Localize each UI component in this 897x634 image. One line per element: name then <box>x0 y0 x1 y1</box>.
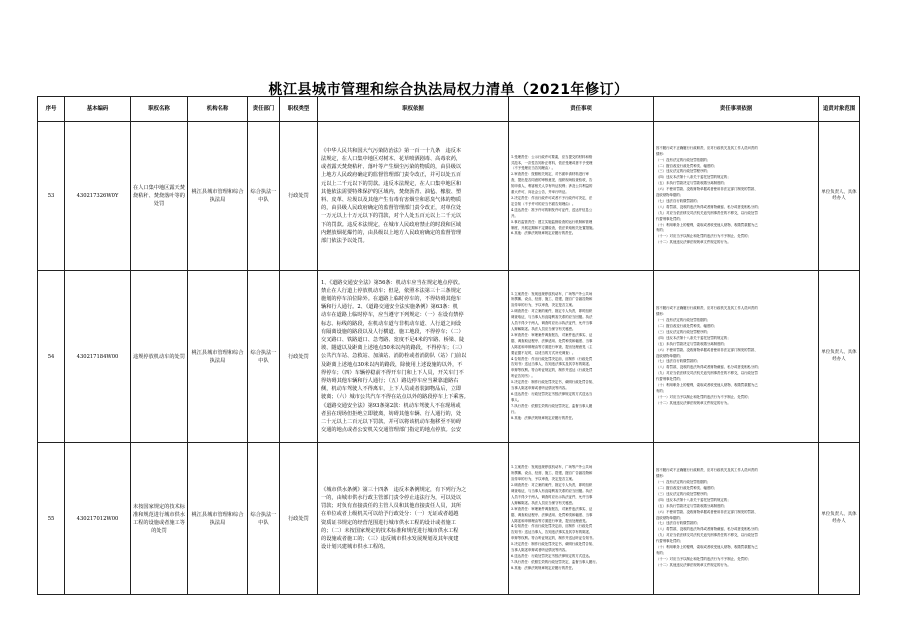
row-basis-line: 的，由县级人民政府确定的监督管理部门责令改正，对单位处 <box>321 205 462 212</box>
row-liability-line: 有的； <box>656 550 667 555</box>
row-basis-line: 罚款；对负有直接责任的主管人员和其他直接责任人员，其所 <box>321 503 462 510</box>
row-liability-line: 有的； <box>656 388 667 393</box>
row-duties-line: 1.受理责任：公示行政许可要素，应当提交的材料和格 <box>511 154 593 159</box>
row-basis-line: 辆和行人通行。2、《道路交通安全法实施条例》第63条：机 <box>321 304 458 311</box>
row-duties-line: 据、调查取证程序、法律适用、处罚种类和幅度、当事 <box>511 512 593 517</box>
row-duties-line: 3.审查责任：审理案件调查报告，对案件违法事实、证 <box>511 332 593 337</box>
row-basis-line: 料、皮革、垃圾以及其他产生有毒有害烟尘和恶臭气体的物质 <box>321 197 462 203</box>
row-basis-line: 标志、标线的路段，在机动车道与非机动车道、人行道之间设 <box>321 320 462 327</box>
row-basis-line: 交叉路口、铁路道口、急弯路、宽度不足4米的窄路、桥梁、陡 <box>321 336 465 343</box>
row-duties-line: （不予受理应当告知理由）。 <box>511 166 556 171</box>
row-duties-line: 所摆摊、设点、经营、施工、搭建，擅自广告悬挂物和 <box>511 471 593 476</box>
row-duties-line: 6.其他：法律法规规章规定应履行的责任。 <box>511 231 576 236</box>
row-duties-line: 当事人陈述申辩或者听证情况等内容。 <box>511 386 569 391</box>
row-duties-line: 人辩解陈述。执法人员应当保守有关秘密。 <box>511 500 576 505</box>
row-duties-line: 要证据不足时，以适当的方式补充调查）。 <box>511 350 576 355</box>
row-liability-line: （十二）其他违反法律法规规章文件规定的行为。 <box>656 400 731 405</box>
row-org: 桃江县城市管理和综合执法局 <box>188 271 248 443</box>
row-basis-line: 坡、隧道以及距离上述地点50米以内的路段，不得停车；（三） <box>321 345 466 352</box>
row-liability-line: （十一）对应当予以制止和处罚的违法行为不予制止、处罚的； <box>656 234 751 239</box>
table-row <box>38 443 860 595</box>
row-liability-line: （五）未执行罚款决定与罚款收缴分离制度的； <box>656 181 728 186</box>
row-duties-line: 申辩等权利。符合听证规定的，制作并送达听证告知书。 <box>511 536 596 541</box>
row-liability-line: （八）将罚款、没收的违法所得或者财物截留、私分或者变相私分的； <box>656 527 762 532</box>
row-liability <box>654 122 819 271</box>
row-liability-line: 代替刑事处罚的； <box>656 377 684 382</box>
row-duties-line: 定告知（不予许可的应当书面告知理由）。 <box>511 201 576 206</box>
row-basis-line: 1、《道路交通安全法》第56条：机动车应当在规定地点停放。 <box>321 279 464 286</box>
row-type: 行政处罚 <box>280 122 318 271</box>
row-duties-line: 2.审查责任：按照相关规定，对书面申请材料进行审 <box>511 172 589 177</box>
row-duties-line: 调查取证，与当事人有直接利害关系的应当回避。执法 <box>511 488 593 493</box>
row-org: 桃江县城市管理和综合执法局 <box>188 122 248 271</box>
row-liability-line: （三）违反法定的行政处罚程序的； <box>656 491 711 496</box>
header-code: 基本编码 <box>65 97 131 122</box>
row-liability-line: （九）对应当依法移交司法机关追究刑事责任的不移交，以行政处罚 <box>656 533 758 538</box>
header-scope: 追责对象范围 <box>819 97 860 122</box>
row-duties-line: 6.送达责任：行政处罚决定书按法律规定的方式送达当 <box>511 391 593 396</box>
row-power-name: 违规停放机动车的处罚 <box>131 271 188 443</box>
row-liability-line: 情形： <box>656 474 667 479</box>
row-scope: 单位负责人、具体经办人 <box>819 122 860 271</box>
row-duties-line: 5.决定责任：制作行政处罚决定书，载明行政处罚告知、 <box>511 542 596 547</box>
row-liability-line: （十二）其他违反法律法规规章文件规定的行为。 <box>656 240 731 245</box>
row-duties-line: 8.其他：法律法规规章规定应履行的责任。 <box>511 565 576 570</box>
row-power-name: 未按国家规定的技术标准和规范进行城市供水工程的设施或者施工等的处罚 <box>131 443 188 595</box>
row-liability-line: （八）将罚款、没收的违法所得或者财物截留、私分或者变相私分的； <box>656 204 762 209</box>
row-liability-line: 没收财物单据的； <box>656 353 684 358</box>
header-type: 职权类型 <box>280 97 318 122</box>
row-duties-line: 4.告知责任：作出行政处罚决定前，应制作《行政处罚 <box>511 356 593 361</box>
row-basis-line: 法规定，在人口集中地区对树木、花草喷洒剧毒、高毒农药， <box>321 155 462 162</box>
row-basis-line: 的设施或者施工的；（三）违反城市供水发展规划及其年度建 <box>321 535 459 542</box>
row-duties-line: 4.告知责任：作出行政处罚决定前，应制作《行政处罚 <box>511 524 593 529</box>
row-liability-line: 有的； <box>656 228 667 233</box>
row-liability-line: （五）未执行罚款决定与罚款收缴分离制度的； <box>656 341 728 346</box>
row-org: 桃江县城市管理和综合执法局 <box>188 443 248 595</box>
row-duties-line: 知申请人、利害相关人享有听证权利；涉及公共利益的 <box>511 184 593 189</box>
row-liability-line: （九）对应当依法移交司法机关追究刑事责任的不移交，以行政处罚 <box>656 371 758 376</box>
row-duties-line: 人员不得少于两人，调查时应出示执法证件，允许当事 <box>511 494 593 499</box>
row-liability-line: （九）对应当依法移交司法机关追究刑事责任的不移交，以行政处罚 <box>656 210 758 215</box>
row-duties-line: 事人。 <box>511 397 522 402</box>
row-basis-line: 有隔离设施的路段以及人行横道、施工地段，不得停车；（二） <box>321 328 464 335</box>
row-liability-line: （三）违反法定的行政处罚程序的； <box>656 169 711 174</box>
row-dept: 综合执法一中队 <box>248 122 280 271</box>
row-liability-line: （三）违反法定的行政处罚程序的； <box>656 329 711 334</box>
row-basis-line: 交通的地点或者公安机关交通管理部门指定的地点停放。公安 <box>321 427 462 434</box>
power-list-table <box>37 96 860 595</box>
row-liability-line: （二）擅自改变行政处罚种类、幅度的； <box>656 163 718 168</box>
row-dept: 综合执法一中队 <box>248 271 280 443</box>
row-basis-line: 二十元以上二百元以下罚款，并可以将该机动车拖移至不妨碍 <box>321 419 462 426</box>
row-duties-line: 开。 <box>511 213 518 218</box>
row-basis-line: 资质证书规定的经营范围进行城市供水工程的设计或者施工 <box>321 519 456 526</box>
row-duties-line: 人辩解陈述。执法人员应当保守有关秘密。 <box>511 326 576 331</box>
row-duties-line: 据、调查取证程序、法律适用、处罚种类和幅度、当事 <box>511 338 593 343</box>
row-liability-line: （十）利用职务上的便利，索取或者收受他人财物、收缴罚款据为己 <box>656 383 758 388</box>
row-type: 行政处罚 <box>280 443 318 595</box>
row-liability <box>654 271 819 443</box>
row-liability-line: （十）利用职务上的便利，索取或者收受他人财物、收缴罚款据为己 <box>656 222 758 227</box>
row-duties-line: 调查取证，与当事人有直接利害关系的应当回避。执法 <box>511 315 593 320</box>
row-liability-line: （二）擅自改变行政处罚种类、幅度的； <box>656 486 718 491</box>
row-duties-line: 人员不得少于两人，调查时应出示执法证件，允许当事 <box>511 321 593 326</box>
header-org: 机构名称 <box>188 97 248 122</box>
row-duties-line: 7.执行责任：依照生效的行政处罚决定，监督当事人履 <box>511 403 593 408</box>
row-basis-line: 及距离上述地点30米以内的路段，除使用上述设施的以外，不 <box>321 361 463 368</box>
row-basis-line: 者虽在现场但拒绝立即驶离，妨碍其他车辆、行人通行的，处 <box>321 410 462 417</box>
row-basis-line: 动车在道路上临时停车，应当遵守下列规定：（一）在设有禁停 <box>321 312 464 319</box>
row-liability-line: （八）将罚款、没收的违法所得或者财物截留、私分或者变相私分的； <box>656 365 762 370</box>
row-liability-line: （一）没有法定的行政处罚依据的； <box>656 157 711 162</box>
row-duties <box>509 271 654 443</box>
row-duties-line: 告知书》送达当事人，告知违法事实及其享有的陈述、 <box>511 530 593 535</box>
row-basis <box>318 443 509 595</box>
row-basis-line: 《道路交通安全法》第93条第2款：机动车驾驶人不在现场或 <box>321 402 461 409</box>
header-dept: 责任部门 <box>248 97 280 122</box>
row-duties-line: 5.决定责任：制作行政处罚决定书，载明行政处罚告知、 <box>511 380 596 385</box>
header-duties: 责任事项 <box>509 97 654 122</box>
row-liability-line: （七）违法自行收缴罚款的； <box>656 198 701 203</box>
row-liability-line: （十一）对应当予以制止和处罚的违法行为不予制止、处罚的； <box>656 556 751 561</box>
row-number: 55 <box>38 443 65 595</box>
row-duties-line: 3.审查责任：审理案件调查报告，对案件违法事实、证 <box>511 506 593 511</box>
row-duties-line: 宣传单的行为，予以审查，决定是否立案。 <box>511 303 576 308</box>
table-row <box>38 271 860 443</box>
row-duties-line: 制度，开展定期和不定期检查，依法采取相关处置措施。 <box>511 225 596 230</box>
row-basis-line: 其他依法需要特殊保护的区域内，焚烧沥青、油毡、橡胶、塑 <box>321 188 462 195</box>
row-duties-line: 宣传单的行为，予以审查，决定是否立案。 <box>511 477 576 482</box>
row-liability-line: 没收财物单据的； <box>656 193 684 198</box>
row-basis-line: 侧，机动车驾驶人不得离车，上下人员或者装卸物品后，立即 <box>321 386 462 393</box>
row-code: 430217012W00 <box>65 443 131 595</box>
row-basis-line: 禁止在人行道上停放机动车；但是，依照本法第三十三条规定 <box>321 287 462 294</box>
row-duties-line: 4.送达责任：准予许可的制发许可证件，送达并信息公 <box>511 207 593 212</box>
row-power-name: 在人口集中地区露天焚烧秸秆、焚烧落叶等的处罚 <box>131 122 188 271</box>
row-duties-line: 查，提出是否同意的审核意见，组织现场检查验收，告 <box>511 178 593 183</box>
row-liability-line: 代替刑事处罚的； <box>656 216 684 221</box>
row-liability-line: （十）利用职务上的便利，索取或者收受他人财物、收缴罚款据为己 <box>656 545 758 550</box>
row-liability-line: 情形： <box>656 312 667 317</box>
row-duties-line: 8.其他：法律法规规章规定应履行的责任。 <box>511 415 576 420</box>
row-duties-line: 3.决定责任：作出行政许可或者不予行政许可决定，法 <box>511 196 593 200</box>
header-no: 序号 <box>38 97 65 122</box>
row-liability-line: （六）不使用罚款、没收财物单据或者使用非法定部门制发的罚款、 <box>656 509 758 514</box>
table-row <box>38 122 860 271</box>
row-liability-line: （四）违反本法第十八条关于委托处罚的规定的； <box>656 175 731 180</box>
row-liability-line: （四）违反本法第十八条关于委托处罚的规定的； <box>656 335 731 340</box>
row-liability-line: （二）擅自改变行政处罚种类、幅度的； <box>656 324 718 329</box>
row-number: 53 <box>38 122 65 271</box>
row-basis-line: 得停车；（四）车辆停稳前不得开车门和上下人员，开关车门不 <box>321 369 464 376</box>
row-duties-line: 式范本，一次性告知补正材料，依法受理或者不予受理 <box>511 160 593 165</box>
row-liability-line: （七）违法自行收缴罚款的； <box>656 521 701 526</box>
row-duties-line: 申辩等权利。符合听证规定的，制作并送达《行政处罚 <box>511 368 593 373</box>
row-number: 54 <box>38 271 65 443</box>
header-liability: 责任事项依据 <box>654 97 819 122</box>
row-liability-line: 因不履行或不正确履行行政职责，应对行政机关及其工作人员问责的 <box>656 306 758 311</box>
row-duties-line: 告知书》送达当事人，告知违法事实及其享有的陈述、 <box>511 362 593 367</box>
row-duties <box>509 122 654 271</box>
row-liability-line: （五）未执行罚款决定与罚款收缴分离制度的； <box>656 503 728 508</box>
row-liability-line: 情形： <box>656 151 667 156</box>
row-liability-line: 因不履行或不正确履行行政职责，应对行政机关及其工作人员问责的 <box>656 468 758 473</box>
row-duties-line: 行。 <box>511 409 518 414</box>
row-basis-line: 一万元以上十万元以下的罚款，对个人处五百元以上二千元以 <box>321 213 462 220</box>
row-duties-line: 7.执行责任：依照生效的行政处罚决定，监督当事人履行。 <box>511 559 599 564</box>
row-type: 行政处罚 <box>280 271 318 443</box>
row-duties <box>509 443 654 595</box>
row-basis-line: 《中华人民共和国大气污染防治法》第一百一十九条 违反本 <box>321 147 462 154</box>
row-liability-line: （一）没有法定的行政处罚依据的； <box>656 318 711 323</box>
row-basis-line: 施划的停车泊位除外。在道路上临时停车的，不得妨碍其他车 <box>321 295 462 302</box>
row-basis-line: 下的罚款。违反本法规定，在城市人民政府禁止的时段和区域 <box>321 221 462 228</box>
row-basis-line: 元以上二千元以下的罚款。违反本法规定，在人口集中地区和 <box>321 180 462 187</box>
row-basis-line: 《城市供水条例》第三十四条 违反本条例规定，有下列行为之 <box>321 486 467 493</box>
row-duties-line: 人陈述和申辩理由等方面进行审查，提出处理意见（主 <box>511 344 593 349</box>
row-basis-line: 得妨碍其他车辆和行人通行；（五）路边停车应当紧靠道路右 <box>321 378 459 384</box>
header-row <box>38 97 860 122</box>
row-liability <box>654 443 819 595</box>
row-scope: 单位负责人、具体经办人 <box>819 271 860 443</box>
row-duties-line: 5.事后监管责任：建立实施监督检查的运行机制和管理 <box>511 219 593 224</box>
row-basis-line: 在单位或者上级机关可以给予行政处分：（一）无证或者超越 <box>321 511 459 518</box>
row-duties-line: 1.立案责任：发现违规停放机动车，广场等户外公共场 <box>511 291 593 296</box>
row-duties-line: 听证告知书》。 <box>511 374 535 379</box>
row-basis-line: 驶离；（六）城市公共汽车不得在站点以外的路段停车上下乘客。 <box>321 394 469 401</box>
row-duties-line: 人陈述和申辩理由等方面进行审查，提出处理意见。 <box>511 518 589 523</box>
row-duties-line: 所摆摊、设点、经营、施工、搭建，擅自广告悬挂物和 <box>511 297 593 302</box>
row-liability-line: （十一）对应当予以制止和处罚的违法行为不予制止、处罚的； <box>656 394 751 399</box>
row-liability-line: （四）违反本法第十八条关于委托处罚的规定的； <box>656 497 731 502</box>
row-liability-line: 代替刑事处罚的； <box>656 539 684 544</box>
row-basis-line: 公共汽车站、急救站、加油站、消防栓或者消防队（站）门前以 <box>321 353 467 360</box>
row-code: 430217326W0Y <box>65 122 131 271</box>
row-dept: 综合执法一中队 <box>248 443 280 595</box>
row-basis-line: 部门依法予以处罚。 <box>321 238 368 245</box>
header-basis: 职权依据 <box>318 97 509 122</box>
row-basis-line: 设计划兴建城市供水工程的。 <box>321 544 389 551</box>
row-liability-line: （一）没有法定的行政处罚依据的； <box>656 480 711 485</box>
row-duties-line: 当事人陈述申辩或者听证情况等内容。 <box>511 548 569 553</box>
row-basis-line: 一的，由城市供水行政主管部门责令停止违法行为，可以处以 <box>321 494 462 501</box>
row-liability-line: （十二）其他违反法律法规规章文件规定的行为。 <box>656 562 731 567</box>
row-scope: 单位负责人、具体经办人 <box>819 443 860 595</box>
row-liability-line: 没收财物单据的； <box>656 515 684 520</box>
row-code: 430217184W00 <box>65 271 131 443</box>
row-duties-line: 6.送达责任：行政处罚决定书按法律规定的方式送达。 <box>511 553 593 558</box>
row-duties-line: 1.立案责任：发现违规停放机动车，广场等户外公共场 <box>511 465 593 470</box>
row-liability-line: （七）违法自行收缴罚款的； <box>656 359 701 364</box>
row-basis-line: 上地方人民政府确定的监督管理部门责令改正，并可以处五百 <box>321 172 462 179</box>
row-basis-line: 内燃放烟花爆竹的，由县级以上地方人民政府确定的监督管理 <box>321 229 462 236</box>
header-power-name: 职权名称 <box>131 97 188 122</box>
row-duties-line: 2.调查责任：对立案的案件，指定专人负责，即时组织 <box>511 309 593 314</box>
row-basis-line: 的；（二）未按国家规定的技术标准和规范进行城市供水工程 <box>321 527 459 534</box>
row-basis-line: 或者露天焚烧秸秆、落叶等产生烟尘污染的物质的，由县级以 <box>321 164 462 171</box>
row-basis <box>318 122 509 271</box>
row-basis <box>318 271 509 443</box>
row-duties-line: 重大许可，向社会公告，并举行听证。 <box>511 190 569 195</box>
row-liability-line: （六）不使用罚款、没收财物单据或者使用非法定部门制发的罚款、 <box>656 187 758 192</box>
row-liability-line: 因不履行或不正确履行行政职责，应对行政机关及其工作人员问责的 <box>656 145 758 150</box>
row-liability-line: （六）不使用罚款、没收财物单据或者使用非法定部门制发的罚款、 <box>656 347 758 352</box>
row-duties-line: 2.调查责任：对立案的案件，指定专人负责，即时组织 <box>511 483 593 488</box>
page-title: 桃江县城市管理和综合执法局权力清单（2021年修订） <box>268 82 629 98</box>
